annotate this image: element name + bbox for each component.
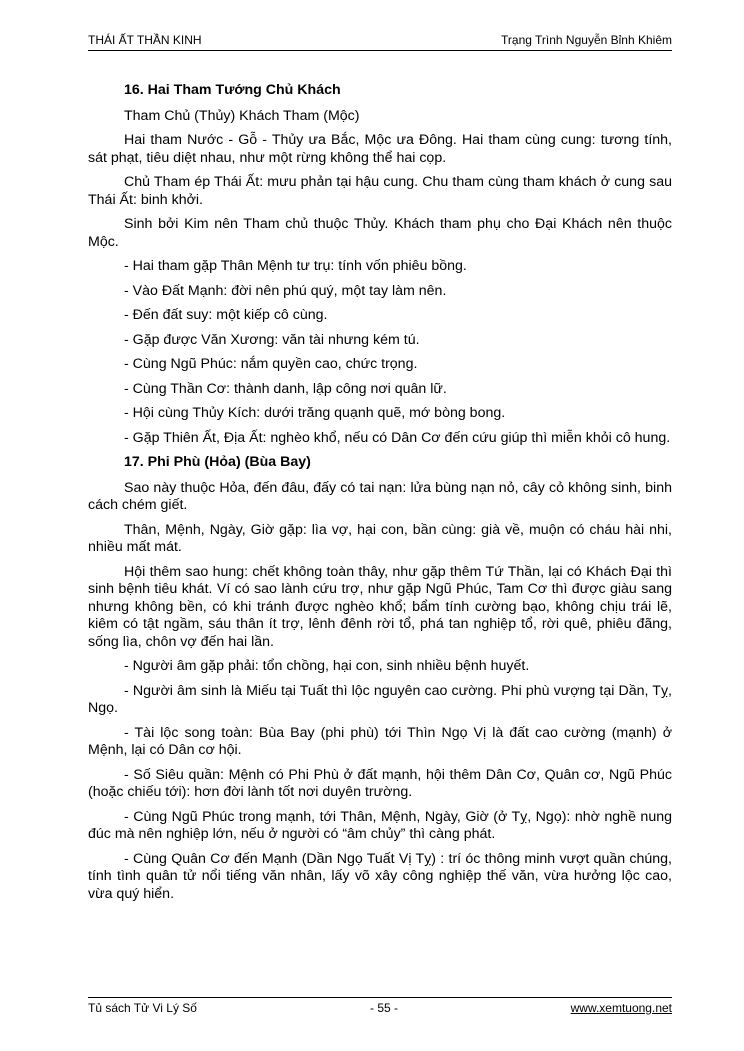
body-paragraph: - Cùng Quân Cơ đến Mạnh (Dần Ngọ Tuất Vị Tỵ) : trí óc thông minh vượt quần chúng, tính tình quân tử nổi tiếng văn nhân, lấy võ xây công nghiệp thế văn, vừa hưởng lộc cao, vừa quý hiển. xyxy=(88,850,672,902)
body-paragraph: - Hội cùng Thủy Kích: dưới trăng quạnh quẽ, mớ bòng bong. xyxy=(124,405,506,421)
body-paragraph: - Vào Đất Mạnh: đời nên phú quý, một tay làm nên. xyxy=(124,282,447,299)
page-footer xyxy=(88,1001,672,1019)
header-divider xyxy=(88,50,672,51)
body-paragraph: - Người âm sinh là Miếu tại Tuất thì lộc nguyên cao cường. Phi phù vượng tại Dần, Tỵ, Ngọ. xyxy=(88,682,672,716)
body-paragraph: - Số Siêu quần: Mệnh có Phi Phù ở đất mạnh, hội thêm Dân Cơ, Quân cơ, Ngũ Phúc (hoặc chiếu tới): hơn đời lành tốt nơi duyên trường. xyxy=(88,766,672,800)
page-header xyxy=(88,30,672,50)
page-number: - 55 - xyxy=(370,1001,399,1015)
body-paragraph: Hai tham Nước - Gỗ - Thủy ưa Bắc, Mộc ưa Đông. Hai tham cùng cung: tương tính, sát phạt, tiêu diệt nhau, như một rừng không thể hai cọp. xyxy=(88,132,672,166)
header-book-title: THÁI ẤT THẦN KINH xyxy=(88,33,202,47)
section-heading: 17. Phi Phù (Hỏa) (Bùa Bay) xyxy=(124,454,311,470)
header-author: Trạng Trình Nguyễn Bỉnh Khiêm xyxy=(501,33,672,47)
body-paragraph: - Gặp Thiên Ất, Địa Ất: nghèo khổ, nếu có Dân Cơ đến cứu giúp thì miễn khỏi cô hung. xyxy=(124,429,671,446)
body-paragraph: Chủ Tham ép Thái Ất: mưu phản tại hậu cung. Chu tham cùng tham khách ở cung sau Thái Ất: binh khởi. xyxy=(88,174,672,208)
body-paragraph: Thân, Mệnh, Ngày, Giờ gặp: lìa vợ, hại con, bần cùng: già về, muộn có cháu hài nhi, nhiều mất mát. xyxy=(88,521,672,555)
section-heading: 16. Hai Tham Tướng Chủ Khách xyxy=(124,82,341,98)
body-paragraph: - Cùng Thần Cơ: thành danh, lập công nơi quân lữ. xyxy=(124,380,447,397)
body-paragraph: - Người âm gặp phải: tổn chồng, hại con, sinh nhiều bệnh huyết. xyxy=(124,658,530,674)
body-paragraph: Hội thêm sao hung: chết không toàn thây, như gặp thêm Tứ Thần, lại có Khách Đại thì sinh bệnh tiêu khát. Ví có sao lành cứu trợ, như gặp Ngũ Phúc, Tam Cơ thì được giàu sang nhưng không bền, có khi tránh được nghèo khổ; bẩm tính cường bạo, không chịu trái lẽ, kiêm có tật ngầm, sáu thân ít trợ, lênh đênh rời tổ, phá tan nghiệp tổ, rời quê, phiêu đãng, sống lìa, chôn vợ đến hai lần. xyxy=(88,563,672,650)
body-paragraph: - Đến đất suy: một kiếp cô cùng. xyxy=(124,307,328,323)
body-paragraph: - Tài lộc song toàn: Bùa Bay (phi phù) tới Thìn Ngọ Vị là đất cao cường (mạnh) ở Mệnh, lại có Dân cơ hội. xyxy=(88,724,672,758)
body-paragraph: Sinh bởi Kim nên Tham chủ thuộc Thủy. Khách tham phụ cho Đại Khách nên thuộc Mộc. xyxy=(88,216,672,250)
page-body xyxy=(88,82,672,910)
body-paragraph: - Hai tham gặp Thân Mệnh tư trụ: tính vốn phiêu bồng. xyxy=(124,258,467,274)
body-paragraph: Sao này thuộc Hỏa, đến đâu, đấy có tai nạn: lửa bùng nạn nỏ, cây cỏ không sinh, binh cách chém giết. xyxy=(88,479,672,513)
body-paragraph: - Gặp được Văn Xương: văn tài nhưng kém tú. xyxy=(124,331,420,348)
footer-divider xyxy=(88,997,672,998)
body-paragraph: - Cùng Ngũ Phúc: nắm quyền cao, chức trọng. xyxy=(124,356,418,372)
footer-series: Tủ sách Tử Vi Lý Số xyxy=(88,1001,197,1015)
footer-website-link[interactable]: www.xemtuong.net xyxy=(570,1001,672,1015)
body-paragraph: Tham Chủ (Thủy) Khách Tham (Mộc) xyxy=(124,107,360,124)
body-paragraph: - Cùng Ngũ Phúc trong mạnh, tới Thân, Mệnh, Ngày, Giờ (ở Tỵ, Ngọ): nhờ nghề nung đúc mà nên nghiệp lớn, nếu ở người có “âm chủy” thì càng phát. xyxy=(88,808,672,842)
